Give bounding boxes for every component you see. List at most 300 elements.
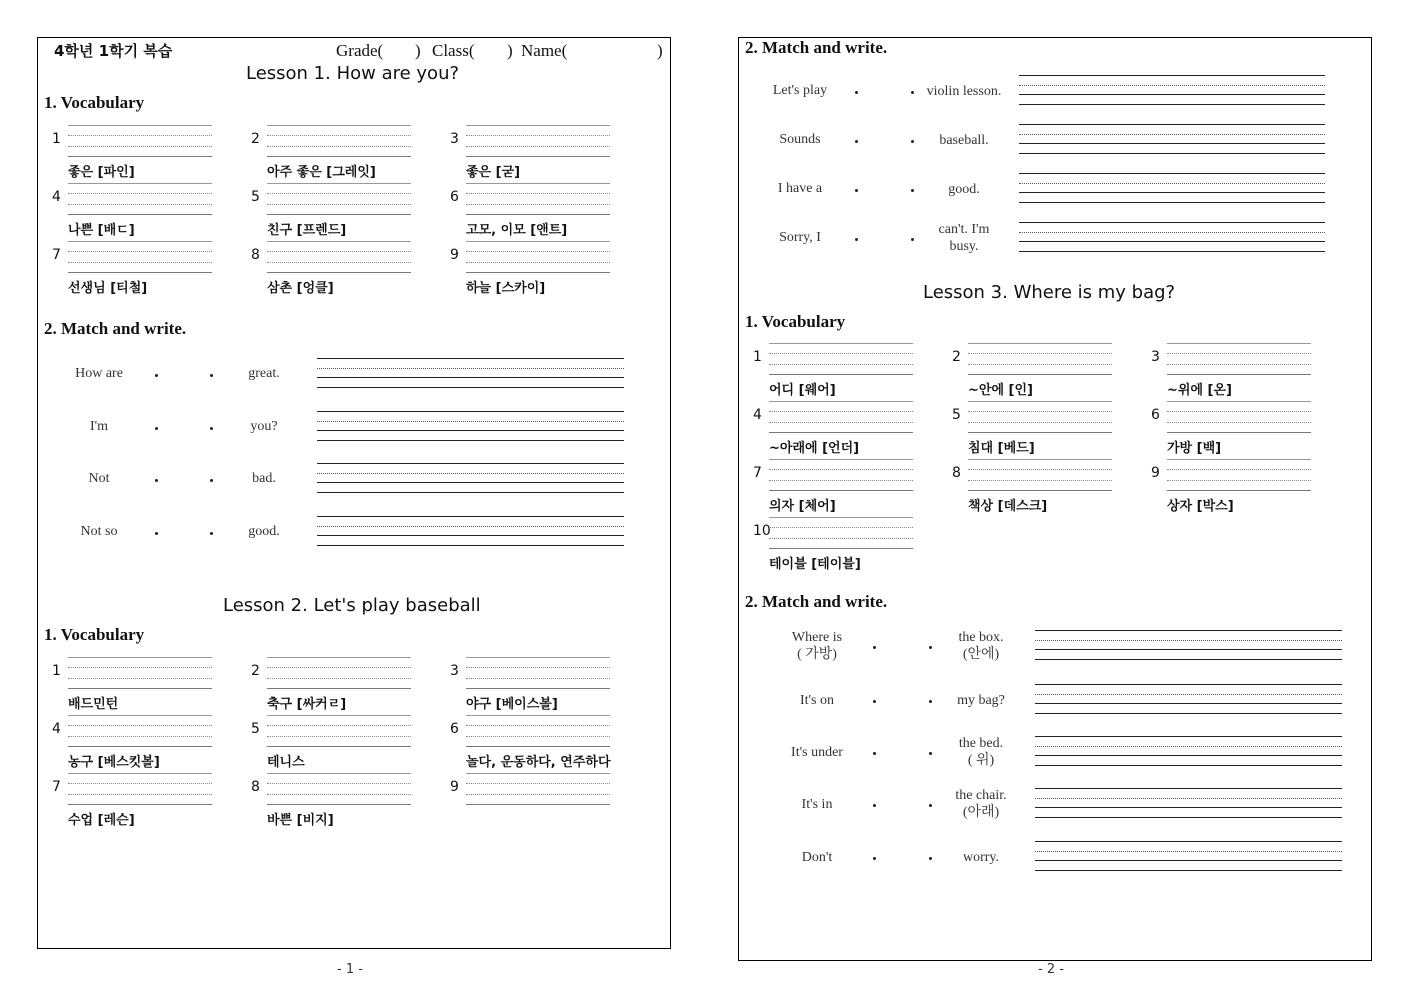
vocab-item <box>251 183 411 239</box>
writing-line <box>1019 183 1325 184</box>
writing-line <box>1167 343 1311 344</box>
match-left-phrase: Not so <box>80 524 118 539</box>
match-right-phrase-line: (안에) <box>962 647 1000 662</box>
match-dot-right[interactable] <box>929 857 932 860</box>
writing-line <box>466 678 610 679</box>
writing-line <box>68 183 212 184</box>
writing-line <box>68 804 212 805</box>
vocab-number: 2 <box>251 131 260 147</box>
match-right-phrase-line: the chair. <box>955 788 1007 803</box>
vocab-number: 1 <box>753 349 762 365</box>
vocab-number: 9 <box>450 247 459 263</box>
writing-line <box>466 688 610 689</box>
writing-line <box>466 251 610 252</box>
vocab-number: 3 <box>450 663 459 679</box>
vocab-writing-lines[interactable] <box>769 401 913 433</box>
writing-line <box>466 193 610 194</box>
vocab-writing-lines[interactable] <box>68 715 212 747</box>
vocab-item <box>1151 401 1311 457</box>
worksheet-page-2 <box>738 37 1372 961</box>
writing-line <box>68 678 212 679</box>
vocab-meaning: 선생님 [티철] <box>68 281 148 296</box>
vocab-writing-lines[interactable] <box>267 773 411 805</box>
writing-line <box>1019 192 1325 193</box>
name-close: ) <box>657 41 663 60</box>
match-dot-left[interactable] <box>873 752 876 755</box>
writing-line <box>267 156 411 157</box>
match-left-phrase <box>767 629 867 663</box>
answer-writing-lines[interactable] <box>1035 736 1342 766</box>
vocab-number: 10 <box>753 523 771 539</box>
vocab-item <box>52 183 212 239</box>
vocab-meaning: 아주 좋은 [그레잇] <box>267 165 376 180</box>
writing-line <box>1167 353 1311 354</box>
writing-line <box>68 193 212 194</box>
vocab-meaning: ~아래에 [언더] <box>769 441 860 456</box>
vocab-item <box>52 715 212 771</box>
match-left-phrase-line: It's on <box>799 693 835 708</box>
writing-line <box>1167 459 1311 460</box>
match-dot-right[interactable] <box>929 700 932 703</box>
match-dot-right[interactable] <box>929 804 932 807</box>
match-right-phrase-line: my bag? <box>957 693 1005 708</box>
vocab-writing-lines[interactable] <box>466 657 610 689</box>
vocab-writing-lines[interactable] <box>968 401 1112 433</box>
match-right-phrase-line: (아래) <box>962 805 1000 820</box>
writing-line <box>267 272 411 273</box>
writing-line <box>466 204 610 205</box>
vocab-item <box>753 401 913 457</box>
writing-line <box>1035 640 1342 641</box>
match-left-phrase <box>767 692 867 709</box>
writing-line <box>1167 401 1311 402</box>
vocab-meaning: 상자 [박스] <box>1167 499 1234 514</box>
writing-line <box>1019 124 1325 125</box>
vocab-meaning: 나쁜 [배ㄷ] <box>68 223 135 238</box>
writing-line <box>267 746 411 747</box>
writing-line <box>68 657 212 658</box>
vocab-meaning: 바쁜 [비지] <box>267 813 334 828</box>
writing-line <box>968 480 1112 481</box>
answer-writing-lines[interactable] <box>1035 788 1342 818</box>
writing-line <box>267 725 411 726</box>
writing-line <box>769 517 913 518</box>
match-dot-right[interactable] <box>210 374 213 377</box>
match-right-phrase <box>936 735 1026 769</box>
writing-line <box>769 422 913 423</box>
answer-writing-lines[interactable] <box>317 411 624 441</box>
vocab-meaning: ~위에 [온] <box>1167 383 1232 398</box>
writing-line <box>317 387 624 388</box>
vocab-item <box>952 459 1112 515</box>
vocab-number: 6 <box>450 721 459 737</box>
vocab-item <box>952 401 1112 457</box>
vocab-meaning: 좋은 [파인] <box>68 165 135 180</box>
writing-line <box>267 262 411 263</box>
writing-line <box>68 125 212 126</box>
answer-writing-lines[interactable] <box>317 463 624 493</box>
vocab-meaning: 테이블 [테이블] <box>769 557 861 572</box>
vocab-writing-lines[interactable] <box>466 773 610 805</box>
vocab-writing-lines[interactable] <box>466 715 610 747</box>
match-left-phrase: Sounds <box>779 132 821 147</box>
writing-line <box>466 241 610 242</box>
writing-line <box>68 783 212 784</box>
vocab-writing-lines[interactable] <box>769 343 913 375</box>
name-label: Name( <box>521 41 568 60</box>
writing-line <box>1019 251 1325 252</box>
vocab-number: 8 <box>251 247 260 263</box>
match-dot-right[interactable] <box>210 532 213 535</box>
writing-line <box>1019 94 1325 95</box>
match-left-phrase: How are <box>75 366 123 381</box>
vocab-number: 5 <box>251 189 260 205</box>
match-right-phrase: bad. <box>252 471 276 486</box>
writing-line <box>466 262 610 263</box>
lesson1-vocab-heading: 1. Vocabulary <box>44 93 145 112</box>
writing-line <box>267 135 411 136</box>
match-left-phrase <box>767 744 867 761</box>
vocab-writing-lines[interactable] <box>267 125 411 157</box>
writing-line <box>769 538 913 539</box>
vocab-writing-lines[interactable] <box>267 241 411 273</box>
writing-line <box>1035 694 1342 695</box>
writing-line <box>1019 173 1325 174</box>
writing-line <box>68 688 212 689</box>
answer-writing-lines[interactable] <box>1035 684 1342 714</box>
class-label: Class( <box>432 41 475 60</box>
writing-line <box>1035 659 1342 660</box>
vocab-writing-lines[interactable] <box>1167 343 1311 375</box>
match-right-phrase-line: the bed. <box>958 736 1004 751</box>
match-dot-right[interactable] <box>929 752 932 755</box>
writing-line <box>1035 851 1342 852</box>
writing-line <box>1019 143 1325 144</box>
lesson1-title: Lesson 1. How are you? <box>246 63 460 84</box>
answer-writing-lines[interactable] <box>317 516 624 546</box>
writing-line <box>466 272 610 273</box>
vocab-item <box>450 715 610 771</box>
writing-line <box>1019 75 1325 76</box>
answer-writing-lines[interactable] <box>1019 75 1325 105</box>
vocab-meaning: 야구 [베이스볼] <box>466 697 558 712</box>
writing-line <box>769 343 913 344</box>
match-left-phrase-line: Don't <box>801 850 833 865</box>
lesson3-vocab-heading: 1. Vocabulary <box>745 312 846 331</box>
writing-line <box>1167 364 1311 365</box>
writing-line <box>466 715 610 716</box>
match-right-phrase-line: baseball. <box>939 133 989 148</box>
writing-line <box>267 125 411 126</box>
match-right-phrase-line: worry. <box>962 850 1000 865</box>
writing-line <box>1019 232 1325 233</box>
vocab-writing-lines[interactable] <box>68 241 212 273</box>
vocab-writing-lines[interactable] <box>466 241 610 273</box>
writing-line <box>267 146 411 147</box>
match-dot-left[interactable] <box>855 189 858 192</box>
writing-line <box>1035 684 1342 685</box>
vocab-writing-lines[interactable] <box>1167 401 1311 433</box>
match-dot-left[interactable] <box>155 374 158 377</box>
writing-line <box>1019 104 1325 105</box>
vocab-writing-lines[interactable] <box>68 125 212 157</box>
vocab-writing-lines[interactable] <box>968 343 1112 375</box>
writing-line <box>1035 630 1342 631</box>
match-left-phrase: Sorry, I <box>779 230 821 245</box>
vocab-number: 3 <box>1151 349 1160 365</box>
writing-line <box>466 773 610 774</box>
match-dot-left[interactable] <box>155 479 158 482</box>
writing-line <box>1167 422 1311 423</box>
vocab-writing-lines[interactable] <box>1167 459 1311 491</box>
vocab-meaning: 고모, 이모 [앤트] <box>466 223 568 238</box>
vocab-item <box>251 715 411 771</box>
match-dot-right[interactable] <box>911 140 914 143</box>
lesson3-title: Lesson 3. Where is my bag? <box>923 282 1176 303</box>
writing-line <box>68 725 212 726</box>
writing-line <box>1167 411 1311 412</box>
vocab-writing-lines[interactable] <box>769 459 913 491</box>
grade-close: ) <box>415 41 421 60</box>
writing-line <box>267 251 411 252</box>
writing-line <box>68 715 212 716</box>
vocab-number: 1 <box>52 131 61 147</box>
match-right-phrase-line: good. <box>948 182 980 197</box>
writing-line <box>317 377 624 378</box>
match-right-phrase-line: the box. <box>958 630 1004 645</box>
writing-line <box>466 214 610 215</box>
match-dot-left[interactable] <box>873 804 876 807</box>
match-dot-left[interactable] <box>855 91 858 94</box>
writing-line <box>769 401 913 402</box>
writing-line <box>769 480 913 481</box>
match-dot-left[interactable] <box>873 646 876 649</box>
match-left-phrase-line: ( 가방) <box>797 647 837 662</box>
vocab-item <box>450 773 610 829</box>
writing-line <box>769 490 913 491</box>
writing-line <box>1035 649 1342 650</box>
vocab-meaning: 배드민턴 <box>68 697 119 712</box>
answer-writing-lines[interactable] <box>1035 841 1342 871</box>
match-right-phrase <box>919 83 1009 100</box>
lesson2-vocab-heading: 1. Vocabulary <box>44 625 145 644</box>
writing-line <box>769 527 913 528</box>
vocab-item <box>753 517 913 573</box>
writing-line <box>267 688 411 689</box>
vocab-number: 6 <box>450 189 459 205</box>
writing-line <box>68 667 212 668</box>
writing-line <box>317 482 624 483</box>
vocab-writing-lines[interactable] <box>968 459 1112 491</box>
vocab-number: 5 <box>952 407 961 423</box>
match-right-phrase: you? <box>250 419 278 434</box>
match-left-phrase: Not <box>88 471 110 486</box>
match-right-phrase-line: ( 위) <box>967 753 995 768</box>
writing-line <box>267 183 411 184</box>
vocab-meaning: 축구 [싸커ㄹ] <box>267 697 347 712</box>
match-dot-right[interactable] <box>929 646 932 649</box>
writing-line <box>317 526 624 527</box>
page-number-2: - 2 - <box>1038 962 1064 977</box>
vocab-number: 7 <box>52 247 61 263</box>
vocab-writing-lines[interactable] <box>68 183 212 215</box>
writing-line <box>68 204 212 205</box>
vocab-writing-lines[interactable] <box>68 773 212 805</box>
writing-line <box>68 156 212 157</box>
vocab-meaning: 하늘 [스카이] <box>466 281 546 296</box>
vocab-number: 4 <box>52 721 61 737</box>
vocab-writing-lines[interactable] <box>267 715 411 747</box>
match-left-phrase: Let's play <box>772 83 828 98</box>
match-right-phrase: great. <box>248 366 280 381</box>
lesson3-match-heading: 2. Match and write. <box>745 592 888 611</box>
writing-line <box>1167 374 1311 375</box>
match-right-phrase <box>919 221 1009 255</box>
writing-line <box>1035 807 1342 808</box>
writing-line <box>1035 817 1342 818</box>
writing-line <box>1167 480 1311 481</box>
writing-line <box>466 736 610 737</box>
vocab-meaning: 침대 [베드] <box>968 441 1035 456</box>
vocab-number: 4 <box>52 189 61 205</box>
writing-line <box>267 773 411 774</box>
writing-line <box>317 535 624 536</box>
vocab-meaning: 책상 [데스크] <box>968 499 1048 514</box>
match-right-phrase <box>936 692 1026 709</box>
writing-line <box>68 251 212 252</box>
writing-line <box>466 183 610 184</box>
writing-line <box>317 516 624 517</box>
writing-line <box>1035 713 1342 714</box>
match-right-phrase <box>919 181 1009 198</box>
vocab-number: 9 <box>1151 465 1160 481</box>
writing-line <box>466 135 610 136</box>
writing-line <box>466 746 610 747</box>
answer-writing-lines[interactable] <box>1019 173 1325 203</box>
writing-line <box>317 473 624 474</box>
vocab-meaning: 놀다, 운동하다, 연주하다 <box>466 755 611 770</box>
writing-line <box>466 156 610 157</box>
writing-line <box>968 353 1112 354</box>
match-dot-left[interactable] <box>873 700 876 703</box>
vocab-number: 2 <box>952 349 961 365</box>
vocab-writing-lines[interactable] <box>769 517 913 549</box>
writing-line <box>466 804 610 805</box>
answer-writing-lines[interactable] <box>1019 222 1325 252</box>
match-dot-left[interactable] <box>855 140 858 143</box>
writing-line <box>267 667 411 668</box>
writing-line <box>968 432 1112 433</box>
writing-line <box>267 804 411 805</box>
class-close: ) <box>507 41 513 60</box>
writing-line <box>1019 222 1325 223</box>
vocab-number: 4 <box>753 407 762 423</box>
vocab-number: 1 <box>52 663 61 679</box>
vocab-writing-lines[interactable] <box>466 183 610 215</box>
writing-line <box>267 715 411 716</box>
vocab-number: 5 <box>251 721 260 737</box>
match-right-phrase <box>919 132 1009 149</box>
vocab-item <box>450 183 610 239</box>
vocab-meaning: 농구 [베스킷볼] <box>68 755 160 770</box>
writing-line <box>1019 85 1325 86</box>
answer-writing-lines[interactable] <box>1035 630 1342 660</box>
writing-line <box>769 411 913 412</box>
vocab-writing-lines[interactable] <box>267 183 411 215</box>
match-dot-left[interactable] <box>873 857 876 860</box>
vocab-item <box>251 773 411 829</box>
vocab-item <box>251 241 411 297</box>
writing-line <box>267 736 411 737</box>
worksheet-title: 4학년 1학기 복습 <box>54 42 173 60</box>
vocab-meaning: 좋은 [굳] <box>466 165 521 180</box>
writing-line <box>317 463 624 464</box>
writing-line <box>267 214 411 215</box>
writing-line <box>466 125 610 126</box>
writing-line <box>466 794 610 795</box>
match-dot-right[interactable] <box>911 91 914 94</box>
vocab-number: 6 <box>1151 407 1160 423</box>
vocab-item <box>251 657 411 713</box>
match-right-phrase <box>936 849 1026 866</box>
match-dot-left[interactable] <box>855 238 858 241</box>
writing-line <box>68 773 212 774</box>
match-dot-right[interactable] <box>911 238 914 241</box>
writing-line <box>317 411 624 412</box>
vocab-item <box>1151 459 1311 515</box>
vocab-item <box>52 657 212 713</box>
match-left-phrase-line: Where is <box>791 630 843 645</box>
match-right-phrase-line: busy. <box>949 239 979 254</box>
writing-line <box>317 358 624 359</box>
answer-writing-lines[interactable] <box>317 358 624 388</box>
writing-line <box>317 421 624 422</box>
lesson2-title: Lesson 2. Let's play baseball <box>223 595 481 616</box>
writing-line <box>968 374 1112 375</box>
vocab-number: 9 <box>450 779 459 795</box>
writing-line <box>968 401 1112 402</box>
writing-line <box>68 241 212 242</box>
writing-line <box>968 459 1112 460</box>
writing-line <box>317 368 624 369</box>
writing-line <box>1035 755 1342 756</box>
match-dot-right[interactable] <box>911 189 914 192</box>
writing-line <box>968 422 1112 423</box>
writing-line <box>968 490 1112 491</box>
writing-line <box>968 469 1112 470</box>
match-dot-right[interactable] <box>210 427 213 430</box>
match-dot-left[interactable] <box>155 532 158 535</box>
worksheet-page-1 <box>37 37 671 949</box>
vocab-item <box>251 125 411 181</box>
match-dot-right[interactable] <box>210 479 213 482</box>
vocab-meaning: 테니스 <box>267 755 305 770</box>
vocab-item <box>753 343 913 399</box>
vocab-writing-lines[interactable] <box>68 657 212 689</box>
match-dot-left[interactable] <box>155 427 158 430</box>
vocab-number: 2 <box>251 663 260 679</box>
writing-line <box>267 204 411 205</box>
vocab-writing-lines[interactable] <box>466 125 610 157</box>
vocab-writing-lines[interactable] <box>267 657 411 689</box>
writing-line <box>68 146 212 147</box>
writing-line <box>968 364 1112 365</box>
vocab-meaning: 삼촌 [엉클] <box>267 281 334 296</box>
answer-writing-lines[interactable] <box>1019 124 1325 154</box>
page-number-1: - 1 - <box>337 962 363 977</box>
writing-line <box>68 746 212 747</box>
writing-line <box>1035 765 1342 766</box>
